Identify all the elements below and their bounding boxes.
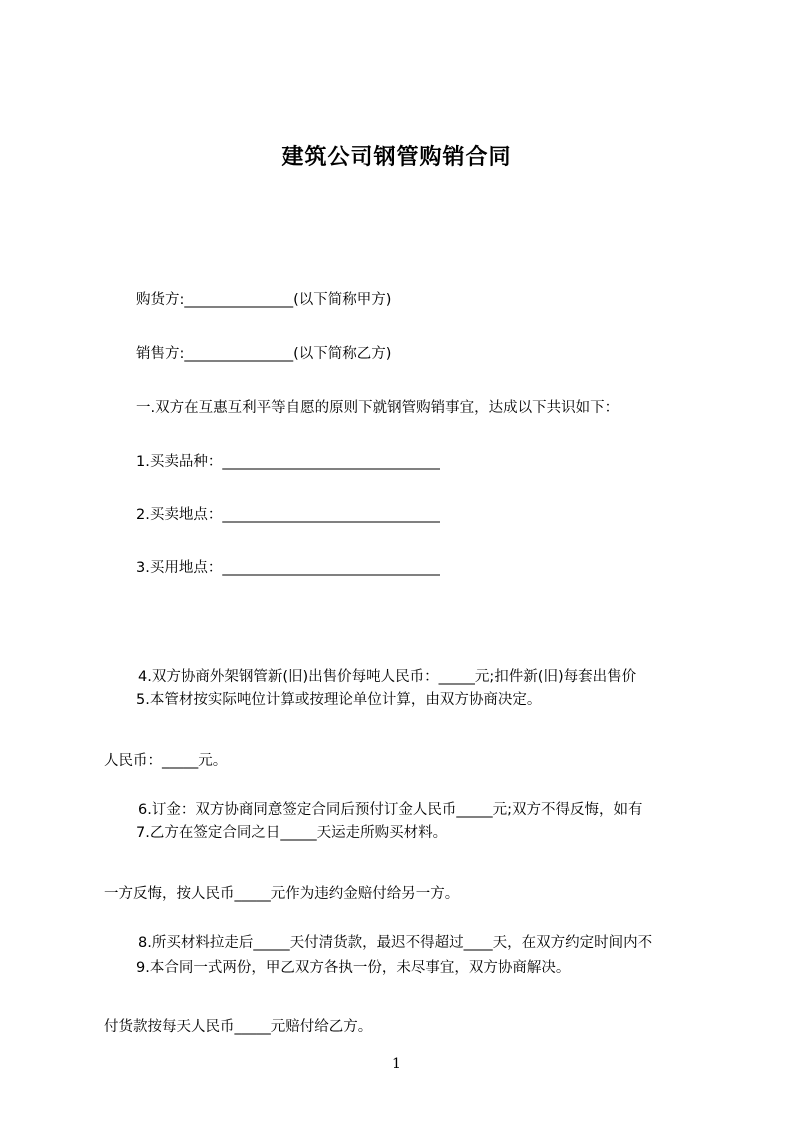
document-title: 建筑公司钢管购销合同 <box>281 145 512 170</box>
clause-3: 3.买用地点：______________________________ <box>136 560 440 576</box>
seller-line: 销售方:_______________(以下简称乙方) <box>136 346 392 362</box>
clause-2: 2.买卖地点：______________________________ <box>136 507 440 523</box>
clause-7: 7.乙方在签定合同之日_____天运走所购买材料。 <box>136 825 448 841</box>
clause-8-line-2: 付货款按每天人民币_____元赔付给乙方。 <box>104 1019 373 1035</box>
clause-9: 9.本合同一式两份，甲乙双方各执一份，未尽事宜，双方协商解决。 <box>136 960 571 976</box>
page-number: 1 <box>392 1056 401 1072</box>
clause-4-line-2: 人民币：_____元。 <box>104 753 228 769</box>
clause-6-line-1: 6.订金：双方协商同意签定合同后预付订金人民币_____元;双方不得反悔，如有 <box>138 802 643 818</box>
clause-5: 5.本管材按实际吨位计算或按理论单位计算，由双方协商决定。 <box>136 692 542 708</box>
buyer-line: 购货方:_______________(以下简称甲方) <box>136 292 392 308</box>
clause-1: 1.买卖品种：______________________________ <box>136 454 440 470</box>
intro-clause: 一.双方在互惠互利平等自愿的原则下就钢管购销事宜，达成以下共识如下： <box>136 400 620 416</box>
clause-4-line-1: 4.双方协商外架钢管新(旧)出售价每吨人民币：_____元;扣件新(旧)每套出售价 <box>138 669 637 685</box>
clause-8-line-1: 8.所买材料拉走后_____天付清货款，最迟不得超过____天，在双方约定时间内不 <box>138 935 653 951</box>
clause-6-line-2: 一方反悔，按人民币_____元作为违约金赔付给另一方。 <box>104 886 460 902</box>
